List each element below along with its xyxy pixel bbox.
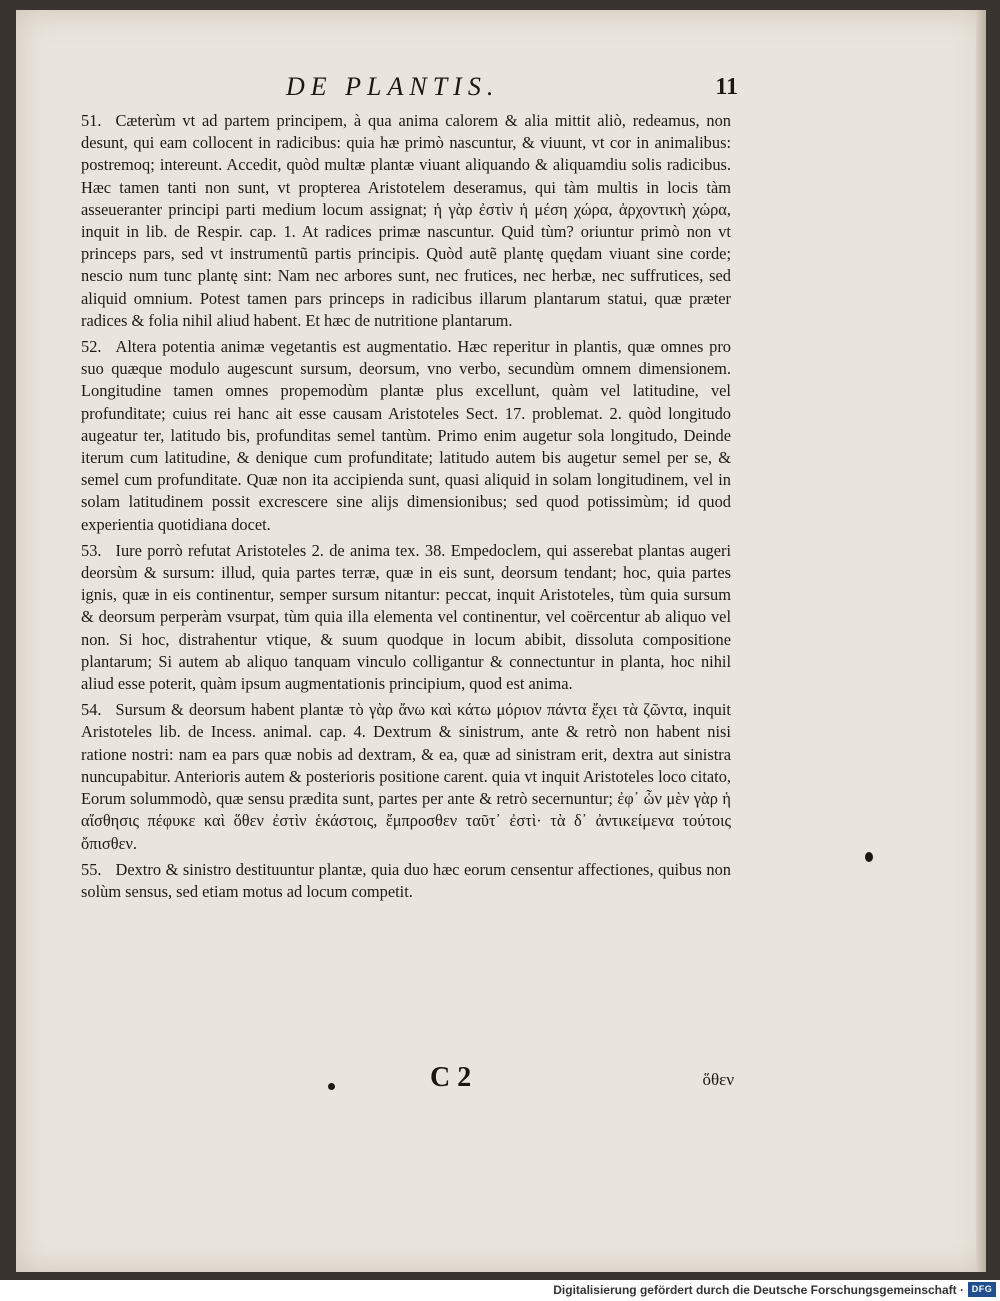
catchword: ὅθεν (702, 1070, 734, 1089)
credit-bar (0, 1280, 1000, 1301)
ink-spot (328, 1083, 335, 1090)
body-text (81, 110, 731, 907)
paragraph-text: Cæterùm vt ad partem principem, à qua anima calorem & alia mittit aliò, redeamus, non desunt, qui eam collocent in radicibus: quia hæ primò nascuntur, & viuunt, vt cor in animalibus: postremoq; intereunt. Accedit, quòd multæ plantæ viuant aliquando & aliquamdiu solis radicibus. Hæc tamen tanti non sunt, vt propterea Aristotelem deseramus, qui tàm multis in locis tàm asseueranter principi parti medium locum assignat; ἡ γὰρ ἐστὶν ἡ μέση χώρα, ἀρχοντικὴ χώρα, inquit in lib. de Respir. cap. 1. At radices primæ nascuntur. Quid tùm? oriuntur primò non vt princeps pars, sed vt instrumentũ partis principis. Quòd autẽ plantę quędam viuant sine corde; nescio num tunc plantę sint: Nam nec arbores sunt, nec frutices, nec herbæ, nec suffrutices, sed aliquid omnium. Potest tamen pars princeps in radicibus illarum plantarum statui, quæ præter radices & folia nihil aliud habent. Et hæc de nutritione plantarum. (81, 111, 731, 330)
paragraph-53 (81, 540, 731, 695)
paragraph-text: Sursum & deorsum habent plantæ τὸ γὰρ ἄνω καὶ κάτω μόριον πάντα ἔχει τὰ ζῶντα, inquit Aristoteles lib. de Incess. animal. cap. 4. Dextrum & sinistrum, ante & retrò non habent nisi ratione nostri: nam ea pars quæ nobis ad dextram, & ea, quæ ad sinistram erit, dextra aut sinistra nuncupabitur. Anterioris autem & posterioris positione carent. quia vt inquit Aristoteles loco citato, Eorum solummodò, quæ sensu prædita sunt, partes per ante & retrò secernuntur; ἐφ᾽ ὧν μὲν γὰρ ἡ αἴσθησις πέφυκε καὶ ὅθεν ἐστὶν ἑκάστοις, ἔμπροσθεν ταῦτ᾽ ἐστὶ· τὰ δ᾽ ἀντικείμενα τούτοις ὄπισθεν. (81, 700, 731, 853)
page-header (286, 72, 738, 108)
page-footer (326, 1062, 734, 1102)
running-title: DE PLANTIS. (286, 72, 500, 101)
dfg-logo-icon[interactable]: DFG (968, 1282, 996, 1297)
paragraph-text: Dextro & sinistro destituuntur plantæ, quia duo hæc eorum censentur affectiones, quibus non solùm sensus, sed etiam motus ad locum competit. (81, 859, 731, 901)
ink-spot (865, 852, 873, 862)
paragraph-55 (81, 859, 731, 903)
paragraph-number: 55. (81, 859, 102, 879)
page-edge (976, 10, 986, 1272)
signature-mark: C 2 (430, 1062, 472, 1093)
paragraph-text: Iure porrò refutat Aristoteles 2. de anima tex. 38. Empedoclem, qui asserebat plantas augeri deorsùm & sursum: illud, quia partes terræ, quæ in eis sunt, deorsum tendant; hoc, quia partes ignis, quæ in eis continentur, semper sursum nitantur: peccat, inquit Aristoteles, tùm quia sursum & deorsum perperàm vsurpat, tùm quia illa elementa vel continentur, vel coërcentur ab aliquo vel non. Si hoc, distrahentur vtique, & suum quodque in locum abibit, dissoluta compositione plantarum; Si autem ab aliquo tanquam vinculo colligantur & connectuntur in planta, hoc nihil aliud esse poterit, quàm ipsum augmentationis principium, quod est anima. (81, 540, 731, 694)
page-number: 11 (715, 74, 738, 100)
credit-text: Digitalisierung gefördert durch die Deutsche Forschungsgemeinschaft · (553, 1283, 964, 1297)
paragraph-number: 52. (81, 337, 102, 357)
paragraph-number: 54. (81, 700, 102, 720)
paragraph-54 (81, 699, 731, 854)
paragraph-text: Altera potentia animæ vegetantis est augmentatio. Hæc reperitur in plantis, quæ omnes pro suo quæque modulo augescunt sursum, deorsum, vno verbo, secundùm omnem dimensionem. Longitudine tamen omnes propemodùm plantæ plus excellunt, quàm vel latitudine, vel profunditate; cuius rei hanc ait esse causam Aristoteles Sect. 17. problemat. 2. quòd longitudo augeatur ter, latitudo bis, profunditas semel tantùm. Primo enim augetur sola longitudo, Deinde iterum cum latitudine, & denique cum profunditate; latitudo autem bis augetur semel per se, & semel cum profunditate. Quæ non ita accipienda sunt, quasi aliquid in solam longitudinem, vel in solam latitudinem possit excrescere sine alijs dimensionibus; sed quod potissimùm; id quod experientia quotidiana docet. (81, 337, 731, 534)
paragraph-52 (81, 336, 731, 536)
paragraph-51 (81, 110, 731, 332)
paragraph-number: 53. (81, 540, 102, 560)
paragraph-number: 51. (81, 111, 102, 130)
